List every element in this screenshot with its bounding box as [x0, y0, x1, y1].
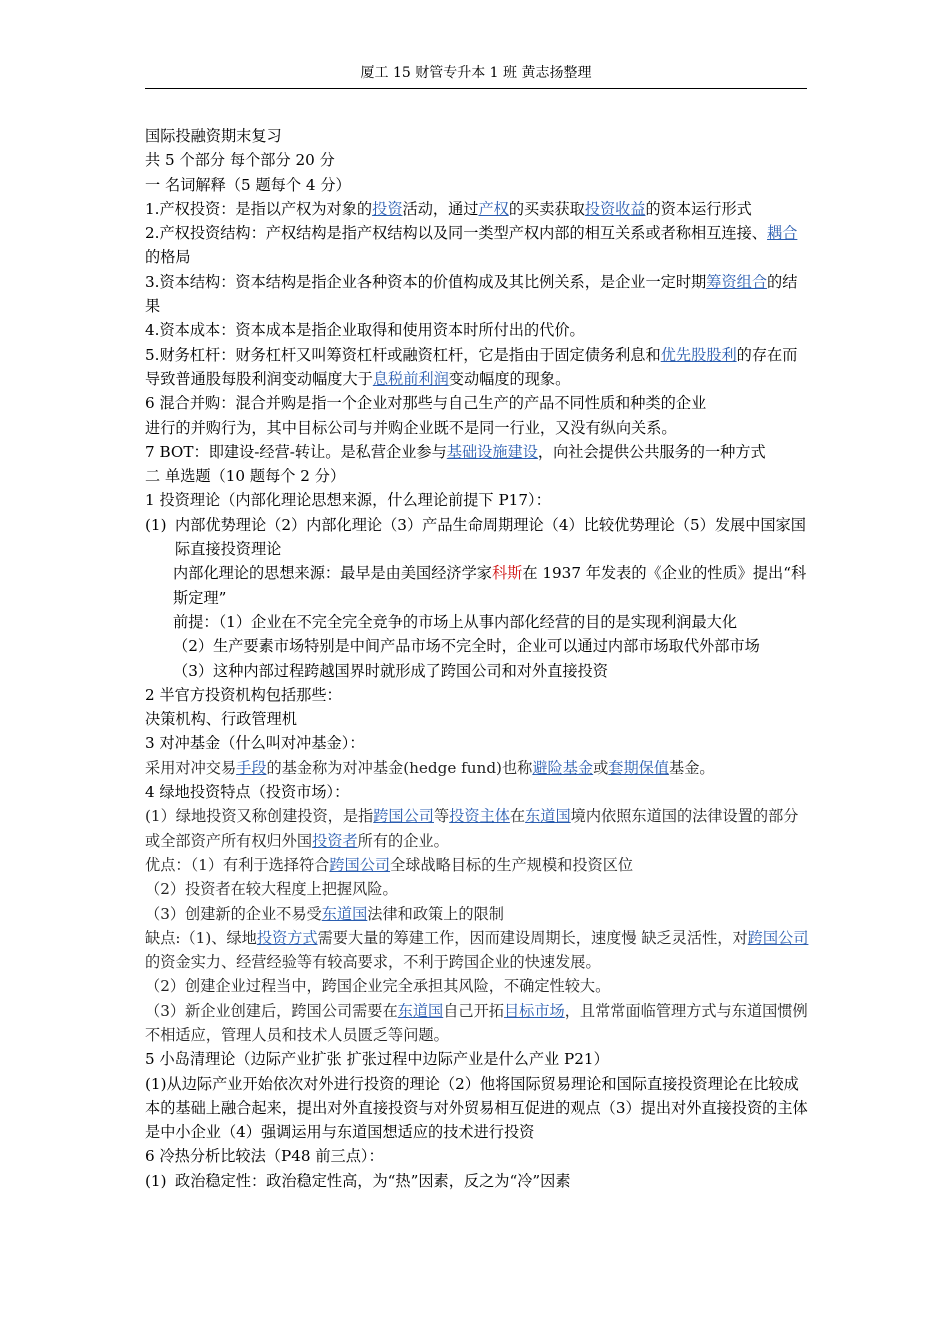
question-5-answer: (1)从边际产业开始依次对外进行投资的理论（2）他将国际贸易理论和国际直接投资理论在比较成本的基础上融合起来，提出对外直接投资与对外贸易相互促进的观点（3）提出对外直接投资的主体是中小企业（4）强调运用与东道国想适应的技术进行投资 — [145, 1074, 808, 1142]
question-4: 4 绿地投资特点（投资市场）： — [145, 783, 350, 802]
question-5: 5 小岛清理论（边际产业扩张 扩张过程中边际产业是什么产业 P21） — [145, 1050, 609, 1069]
link-means[interactable]: 手段 — [236, 758, 267, 777]
definition-5: 5.财务杠杆：财务杠杆又叫筹资杠杆或融资杠杆，它是指由于固定债务利息和优先股股利的存在而导致普通股每股利润变动幅度大于息税前利润变动幅度的现象。 — [145, 345, 798, 388]
link-host-country[interactable]: 东道国 — [525, 807, 571, 826]
question-4-disadvantage-1: 缺点:（1)、绿地投资方式需要大量的筹建工作，因而建设周期长，速度慢 缺乏灵活性，对跨国公司的资金实力、经营经验等有较高要求，不利于跨国企业的快速发展。 — [145, 928, 809, 972]
parts-line: 共 5 个部分 每个部分 20 分 — [145, 151, 335, 170]
question-6: 6 冷热分析比较法（P48 前三点）： — [145, 1147, 384, 1166]
definition-4: 4.资本成本：资本成本是指企业取得和使用资本时所付出的代价。 — [145, 321, 585, 340]
link-hedge-fund[interactable]: 避险基金 — [532, 758, 594, 777]
question-4-definition: (1）绿地投资又称创建投资，是指跨国公司等投资主体在东道国境内依照东道国的法律设置的部分或全部资产所有权归外国投资者所有的企业。 — [145, 807, 799, 850]
link-financing-mix[interactable]: 筹资组合 — [706, 272, 767, 291]
link-investment-subject[interactable]: 投资主体 — [449, 807, 510, 826]
link-target-market[interactable]: 目标市场 — [503, 1001, 565, 1020]
section-heading-terms: 一 名词解释（5 题每个 4 分） — [145, 175, 351, 194]
definition-6b: 进行的并购行为，其中目标公司与并购企业既不是同一行业，又没有纵向关系。 — [145, 418, 677, 437]
section-heading-choice: 二 单选题（10 题每个 2 分） — [145, 467, 346, 486]
link-mnc-3[interactable]: 跨国公司 — [747, 928, 809, 947]
link-investment-return[interactable]: 投资收益 — [584, 199, 646, 218]
doc-title: 国际投融资期末复习 — [145, 127, 282, 145]
link-hedging[interactable]: 套期保值 — [608, 758, 670, 777]
link-coupling[interactable]: 耦合 — [767, 224, 798, 243]
question-4-disadvantage-3: （3）新企业创建后，跨国公司需要在东道国自己开拓目标市场，且常常面临管理方式与东道国惯例不相适应，管理人员和技术人员匮乏等问题。 — [145, 1001, 808, 1044]
link-mnc[interactable]: 跨国公司 — [373, 807, 434, 826]
question-4-advantage-1: 优点：（1）有利于选择符合跨国公司全球战略目标的生产规模和投资区位 — [145, 855, 634, 874]
question-3-answer: 采用对冲交易手段的基金称为对冲基金(hedge fund)也称避险基金或套期保值基金。 — [145, 758, 715, 777]
question-1-theories: (1) 内部优势理论（2）内部化理论（3）产品生命周期理论（4）比较优势理论（5）发展中国家国际直接投资理论 — [145, 515, 806, 559]
definition-7: 7 BOT：即建设-经营-转让。是私营企业参与基础设施建设，向社会提供公共服务的一种方式 — [145, 442, 766, 461]
question-1-source: 内部化理论的思想来源：最早是由美国经济学家科斯在 1937 年发表的《企业的性质》提出“科斯定理” — [173, 564, 807, 607]
link-host-country-3[interactable]: 东道国 — [397, 1001, 444, 1020]
document-body — [145, 124, 810, 1193]
definition-2: 2.产权投资结构：产权结构是指产权结构以及同一类型产权内部的相互关系或者称相互连接、耦合的格局 — [145, 224, 798, 267]
question-4-advantage-2: （2）投资者在较大程度上把握风险。 — [145, 880, 398, 899]
header-text: 厦工 15 财管专升本 1 班 黄志扬整理 — [360, 65, 592, 81]
question-2: 2 半官方投资机构包括那些： — [145, 685, 342, 704]
question-1: 1 投资理论（内部化理论思想来源，什么理论前提下 P17）： — [145, 491, 551, 510]
link-host-country-2[interactable]: 东道国 — [321, 904, 368, 923]
link-investment[interactable]: 投资 — [372, 199, 403, 218]
definition-6a: 6 混合并购：混合并购是指一个企业对那些与自己生产的产品不同性质和种类的企业 — [145, 394, 707, 413]
definition-3: 3.资本结构：资本结构是指企业各种资本的价值构成及其比例关系，是企业一定时期筹资组合的结果 — [145, 272, 798, 316]
highlight-coase: 科斯 — [491, 564, 523, 583]
question-2-answer: 决策机构、行政管理机 — [145, 710, 297, 729]
link-infrastructure[interactable]: 基础设施建设 — [446, 442, 538, 461]
link-mnc-2[interactable]: 跨国公司 — [329, 855, 391, 874]
link-ebit[interactable]: 息税前利润 — [372, 369, 449, 388]
link-investment-mode[interactable]: 投资方式 — [256, 928, 318, 947]
question-1-premise-2: （2）生产要素市场特别是中间产品市场不完全时，企业可以通过内部市场取代外部市场 — [173, 637, 760, 656]
page-header — [145, 62, 807, 89]
question-3: 3 对冲基金（什么叫对冲基金）： — [145, 734, 365, 753]
link-investor[interactable]: 投资者 — [312, 831, 358, 850]
question-6-item-1: (1) 政治稳定性：政治稳定性高，为“热”因素，反之为“冷”因素 — [145, 1171, 571, 1190]
question-4-disadvantage-2: （2）创建企业过程当中，跨国企业完全承担其风险，不确定性较大。 — [145, 977, 611, 996]
question-1-premise-1: 前提：（1）企业在不完全完全竞争的市场上从事内部化经营的目的是实现利润最大化 — [173, 612, 738, 631]
question-1-premise-3: （3）这种内部过程跨越国界时就形成了跨国公司和对外直接投资 — [173, 661, 608, 680]
question-4-advantage-3: （3）创建新的企业不易受东道国法律和政策上的限制 — [145, 904, 504, 923]
link-property-rights[interactable]: 产权 — [478, 199, 509, 218]
link-preferred-dividend[interactable]: 优先股股利 — [660, 345, 737, 364]
definition-1: 1.产权投资：是指以产权为对象的投资活动，通过产权的买卖获取投资收益的资本运行形式 — [145, 199, 752, 218]
